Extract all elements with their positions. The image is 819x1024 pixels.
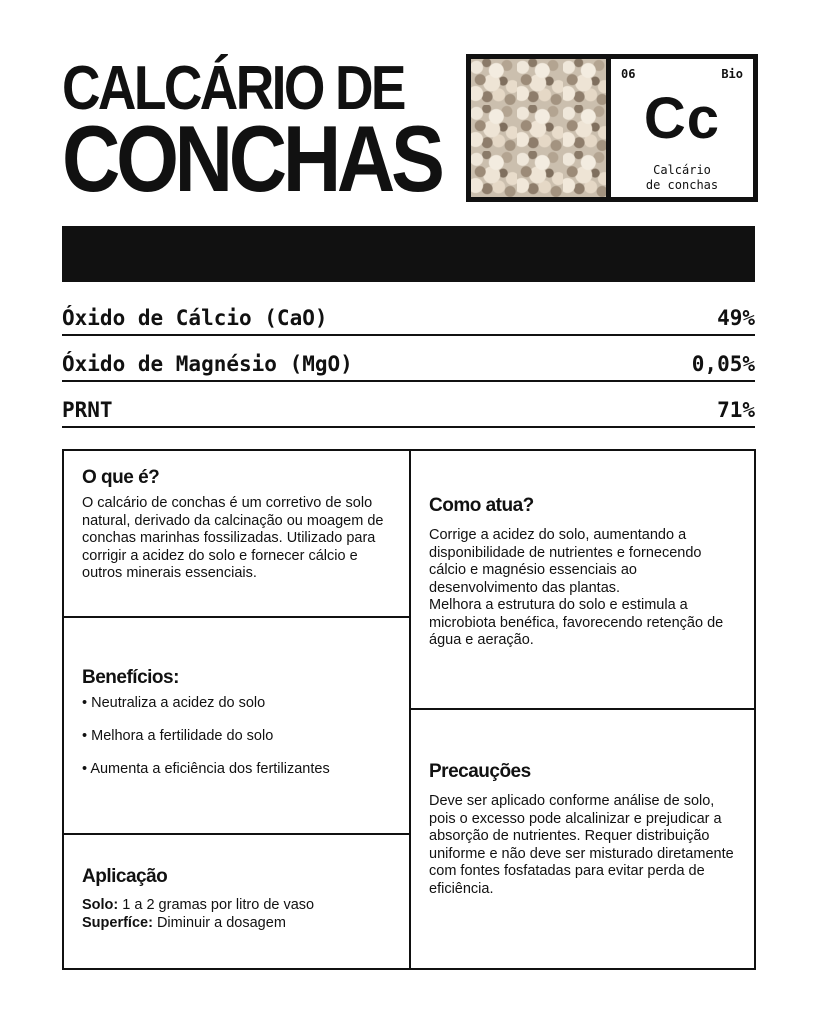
section-heading: Como atua? [429, 495, 534, 516]
section-precaucoes [411, 761, 756, 898]
spec-label: PRNT [62, 398, 113, 422]
element-tag: Bio [721, 67, 743, 81]
section-beneficios [64, 667, 409, 794]
section-o-que-e [64, 467, 409, 583]
title-line-2: CONCHAS [62, 106, 441, 211]
aplicacao-solo: Solo: 1 a 2 gramas por litro de vaso [82, 897, 315, 913]
element-number: 06 [621, 67, 636, 81]
grid-divider [64, 616, 410, 618]
grid-divider [410, 708, 756, 710]
spec-row-cao [62, 306, 755, 336]
aplicacao-superficie: Superfíce: Diminuir a dosagem [82, 915, 286, 931]
grid-divider [64, 833, 410, 835]
spec-row-mgo [62, 352, 755, 382]
section-text: Corrige a acidez do solo, aumentando a disponibilidade de nutrientes e fornecendo cálcio e magnésio essenciais ao desenvolvimento das plantas. [429, 527, 702, 596]
section-text: O calcário de conchas é um corretivo de solo natural, derivado da calcinação ou moagem de conchas marinhas fossilizadas. Utilizado para corrigir a acidez do solo e fornecer cálcio e outros minerais essenciais. [82, 495, 384, 581]
spec-label: Óxido de Cálcio (CaO) [62, 306, 328, 330]
element-card [466, 54, 758, 202]
section-heading: Precauções [429, 761, 531, 782]
spec-label: Óxido de Magnésio (MgO) [62, 352, 353, 376]
section-heading: Aplicação [82, 866, 168, 887]
title-line-1: CALCÁRIO DE [62, 54, 404, 123]
black-banner [62, 226, 755, 282]
section-text: Deve ser aplicado conforme análise de solo, pois o excesso pode alcalinizar e prejudicar a absorção de nutrientes. Requer distribuição uniforme e não deve ser misturado diretamente com fontes fosfatadas para evitar perda de eficiência. [429, 793, 734, 897]
spec-row-prnt [62, 398, 755, 428]
info-grid [62, 449, 756, 970]
section-como-atua [411, 495, 756, 650]
list-item: • Melhora a fertilidade do solo [82, 728, 391, 745]
list-item: • Neutraliza a acidez do solo [82, 695, 391, 712]
section-text: Melhora a estrutura do solo e estimula a microbiota benéfica, favorecendo retenção de água e aeração. [429, 597, 724, 648]
list-item: • Aumenta a eficiência dos fertilizantes [82, 761, 391, 778]
element-name: Calcário de conchas [645, 163, 719, 192]
spec-value: 71% [717, 398, 755, 422]
element-symbol: Cc [643, 86, 721, 151]
section-heading: O que é? [82, 467, 160, 488]
periodic-element-tile [611, 59, 753, 197]
shell-limestone-photo [471, 59, 611, 197]
spec-value: 49% [717, 306, 755, 330]
section-heading: Benefícios: [82, 667, 179, 688]
spec-value: 0,05% [691, 352, 755, 376]
section-aplicacao [64, 866, 409, 932]
